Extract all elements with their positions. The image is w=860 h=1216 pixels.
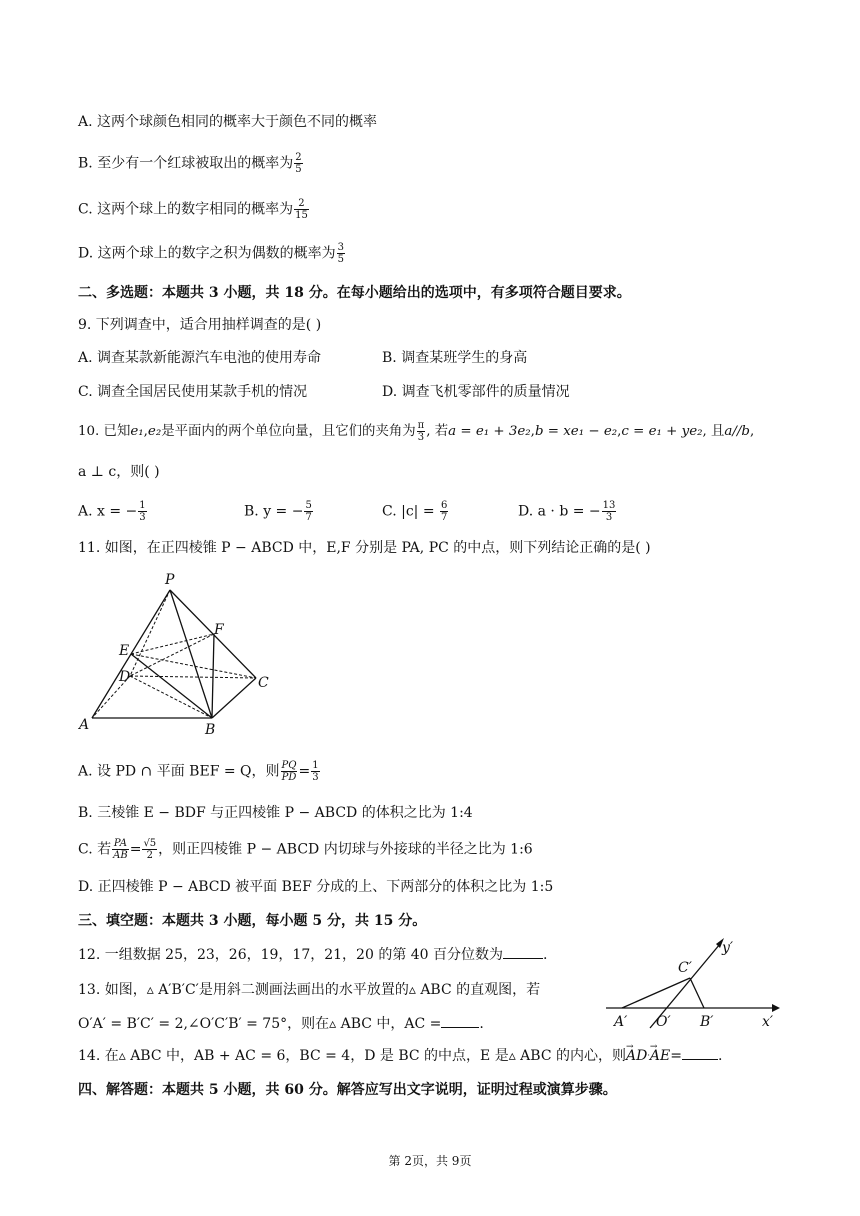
q11-option-d: D. 正四棱锥 P − ABCD 被平面 BEF 分成的上、下两部分的体积之比为 1:5 [78,879,554,895]
q8-option-b: B. 至少有一个红球被取出的概率为 $\frac{2}{5}$ [78,152,302,175]
q8-option-c: C. 这两个球上的数字相同的概率为 $\frac{2}{15}$ [78,198,308,221]
q8-option-d: D. 这两个球上的数字之积为偶数的概率为 $\frac{3}{5}$ [78,242,344,265]
fraction: $\frac{3}{5}$ [337,242,344,265]
section-heading-multi-choice: 二、多选题：本题共 3 小题，共 18 分。在每小题给出的选项中，有多项符合题目要求。 [78,285,631,301]
label-y-prime: y′ [722,940,734,956]
q10-stem-line2: a ⊥ c，则( ) [78,464,160,480]
fraction: $\frac{2}{15}$ [295,198,308,221]
label-E: E [119,643,130,659]
q10-option-b: B. y = − $\frac{5}{7}$ [244,500,312,523]
fraction: $\frac{PA}{AB}$ [113,838,128,861]
label-P: P [165,572,175,588]
fraction: $\frac{2}{5}$ [295,152,302,175]
q13-stem-line2: O′A′ = B′C′ = 2,∠O′C′B′ = 75°，则在▵ ABC 中，AC = . [78,1016,484,1032]
q13-stem-line1: 13. 如图，▵ A′B′C′是用斜二测画法画出的水平放置的▵ ABC 的直观图，若 [78,982,541,998]
answer-blank[interactable] [503,946,543,959]
label-C-prime: C′ [678,960,692,976]
fraction: $\frac{13}{3}$ [602,500,616,523]
page-footer: 第 2页，共 9页 [388,1154,472,1168]
q10-stem: 10. 已知e₁,e₂是平面内的两个单位向量，且它们的夹角为 $\frac{\pi}{3}$ , 若a = e₁ + 3e₂,b = xe₁ − e₂,c = e₁ + ye₂, 且a//b, [78,420,755,443]
fraction: $\frac{\pi}{3}$ [417,420,425,443]
fraction: $\frac{PQ}{PD}$ [281,760,297,783]
q11-option-c: C. 若 $\frac{PA}{AB}$ = $\frac{√5}{2}$ ，则正四棱锥 P − ABCD 内切球与外接球的半径之比为 1:6 [78,838,533,861]
label-B: B [205,722,216,738]
label-A: A [79,717,90,733]
section-heading-fill-blank: 三、填空题：本题共 3 小题，每小题 5 分，共 15 分。 [78,913,427,929]
segment-EF [131,634,214,654]
label-F: F [214,622,224,638]
q10-option-a: A. x = − $\frac{1}{3}$ [78,500,146,523]
label-A-prime: A′ [614,1014,628,1030]
q11-stem: 11. 如图，在正四棱锥 P − ABCD 中，E,F 分别是 PA, PC 的中点，则下列结论正确的是( ) [78,540,651,556]
q9-option-d: D. 调查飞机零部件的质量情况 [382,384,570,400]
answer-blank[interactable] [682,1047,718,1060]
section-heading-solutions: 四、解答题：本题共 5 小题，共 60 分。解答应写出文字说明，证明过程或演算步骤。 [78,1082,617,1098]
x-arrow-icon [772,1004,780,1012]
segment-EB [131,654,212,718]
edge-DC [130,676,256,678]
segment-CB [690,978,704,1008]
q9-option-c: C. 调查全国居民使用某款手机的情况 [78,384,308,400]
q10-option-d: D. a · b = − $\frac{13}{3}$ [518,500,616,523]
answer-blank[interactable] [441,1015,479,1028]
q11-option-b: B. 三棱锥 E − BDF 与正四棱锥 P − ABCD 的体积之比为 1:4 [78,805,473,821]
q9-option-a: A. 调查某款新能源汽车电池的使用寿命 [78,350,322,366]
label-C: C [258,675,269,691]
label-D: D [119,669,131,685]
q9-stem: 9. 下列调查中，适合用抽样调查的是( ) [78,317,322,333]
q14-stem: 14. 在▵ ABC 中，AB + AC = 6，BC = 4，D 是 BC 的中点，E 是▵ ABC 的内心，则→ AD·→ AE= . [78,1046,722,1066]
fraction: $\frac{5}{7}$ [305,500,312,523]
fraction: $\frac{6}{7}$ [441,500,448,523]
edge-BC [212,678,256,718]
q10-option-c: C. |c| = $\frac{6}{7}$ [382,500,448,523]
fraction: $\frac{√5}{2}$ [143,838,157,861]
segment-FB [212,634,214,718]
label-B-prime: B′ [700,1014,714,1030]
q12-stem: 12. 一组数据 25，23，26，19，17，21，20 的第 40 百分位数为 . [78,947,548,963]
edge-PB [170,590,212,718]
fraction: $\frac{1}{3}$ [312,760,319,783]
q11-option-a: A. 设 PD ∩ 平面 BEF = Q，则 $\frac{PQ}{PD}$ = $\frac{1}{3}$ [78,760,319,783]
label-x-prime: x′ [762,1014,774,1030]
pyramid-figure [74,568,284,740]
q8-option-a: A. 这两个球颜色相同的概率大于颜色不同的概率 [78,114,378,130]
fraction: $\frac{1}{3}$ [139,500,146,523]
oblique-drawing-figure [600,932,790,1032]
q9-option-b: B. 调查某班学生的身高 [382,350,528,366]
label-O-prime: O′ [656,1014,671,1030]
edge-PD [130,590,170,676]
segment-FD [130,634,214,676]
